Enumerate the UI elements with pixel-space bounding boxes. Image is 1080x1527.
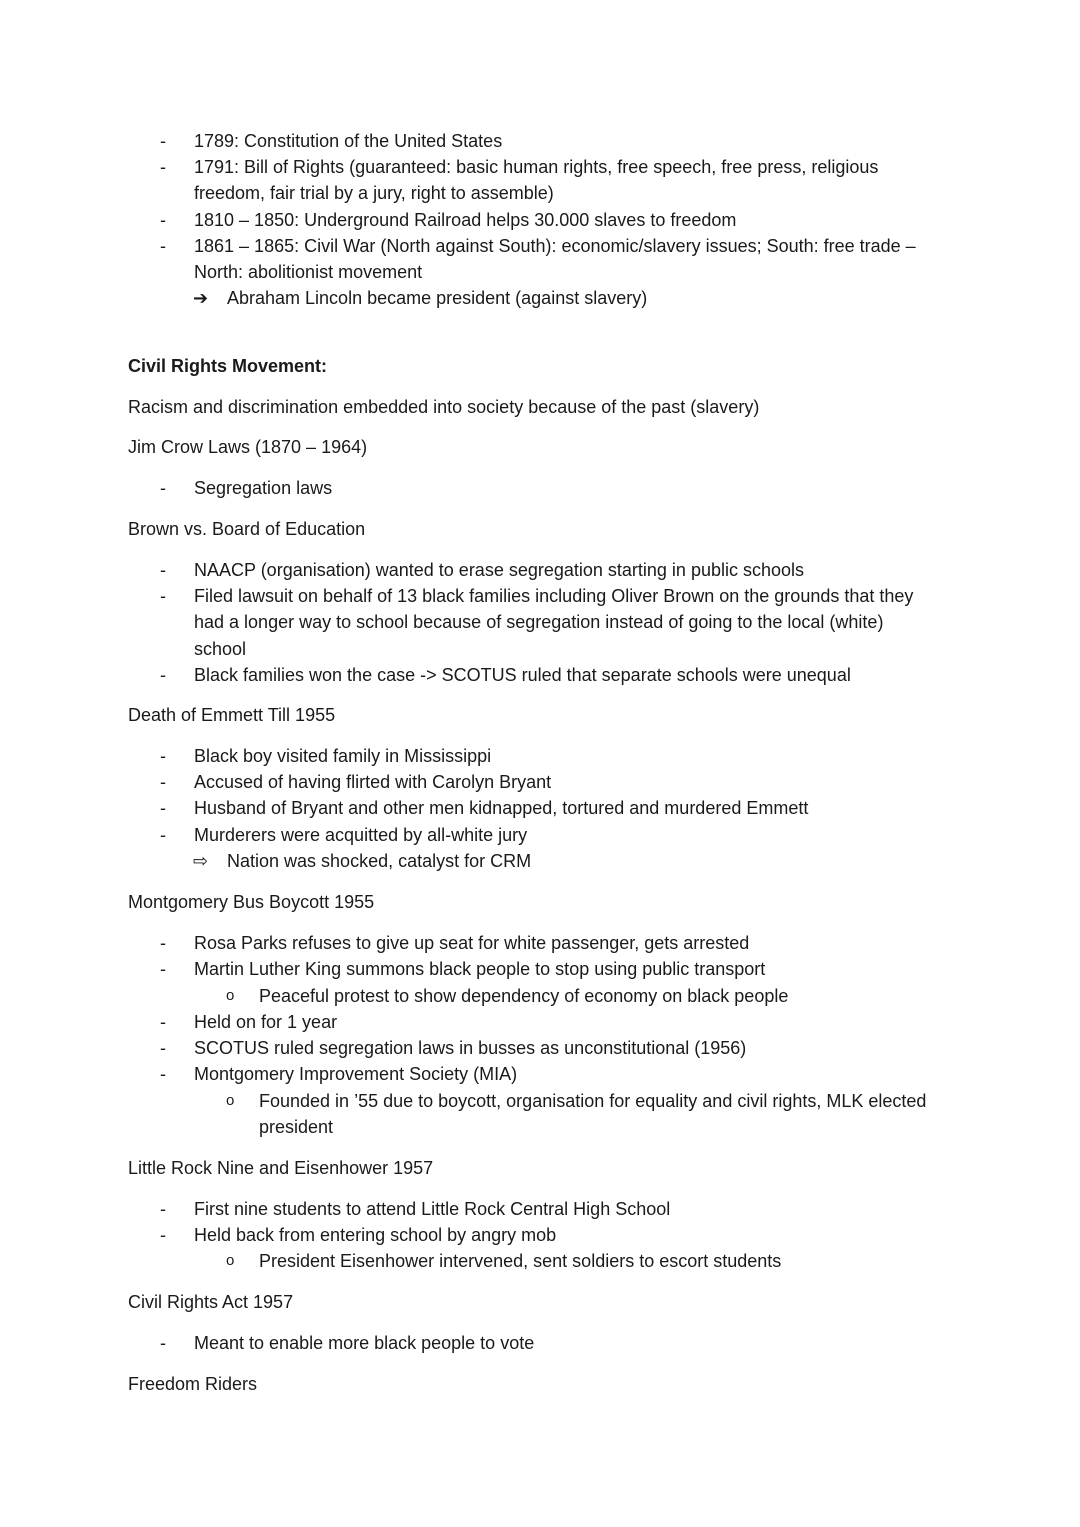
bullet-dash: - (160, 131, 166, 151)
bullet-dash: - (160, 798, 166, 818)
list-item: Black boy visited family in Mississippi (194, 746, 492, 766)
list-item: Murderers were acquitted by all-white jury (194, 825, 528, 845)
hollow-arrow-right-icon: ⇨ (193, 851, 209, 871)
bullet-dash: - (160, 825, 166, 845)
history-item-1861-cont: North: abolitionist movement (194, 262, 423, 282)
list-item-sub: Founded in ’55 due to boycott, organisation for equality and civil rights, MLK elected (259, 1091, 927, 1111)
topic-title-freedom-riders: Freedom Riders (128, 1374, 258, 1394)
list-item: Segregation laws (194, 478, 333, 498)
list-item: Rosa Parks refuses to give up seat for white passenger, gets arrested (194, 933, 750, 953)
bullet-circle: o (226, 1252, 235, 1269)
list-item: Meant to enable more black people to vote (194, 1333, 535, 1353)
list-item-sub: President Eisenhower intervened, sent soldiers to escort students (259, 1251, 782, 1271)
list-item-sub: Peaceful protest to show dependency of economy on black people (259, 986, 789, 1006)
bullet-dash: - (160, 746, 166, 766)
list-item: Held on for 1 year (194, 1012, 338, 1032)
list-item: SCOTUS ruled segregation laws in busses as unconstitutional (1956) (194, 1038, 747, 1058)
bullet-dash: - (160, 478, 166, 498)
bullet-dash: - (160, 586, 166, 606)
bullet-circle: o (226, 987, 235, 1004)
list-item: Montgomery Improvement Society (MIA) (194, 1064, 518, 1084)
bullet-dash: - (160, 1038, 166, 1058)
list-item: Martin Luther King summons black people to stop using public transport (194, 959, 766, 979)
crm-intro: Racism and discrimination embedded into society because of the past (slavery) (128, 397, 760, 417)
bullet-dash: - (160, 210, 166, 230)
list-item-sub: Nation was shocked, catalyst for CRM (227, 851, 532, 871)
topic-title-till: Death of Emmett Till 1955 (128, 705, 336, 725)
list-item-cont: school (194, 639, 247, 659)
topic-title-brown: Brown vs. Board of Education (128, 519, 366, 539)
list-item-sub-cont: president (259, 1117, 334, 1137)
bullet-dash: - (160, 1012, 166, 1032)
topic-title-little-rock: Little Rock Nine and Eisenhower 1957 (128, 1158, 434, 1178)
bullet-dash: - (160, 933, 166, 953)
bullet-dash: - (160, 1225, 166, 1245)
list-item: Accused of having flirted with Carolyn Bryant (194, 772, 552, 792)
list-item: First nine students to attend Little Rock Central High School (194, 1199, 671, 1219)
history-item-lincoln: Abraham Lincoln became president (against slavery) (227, 288, 648, 308)
bullet-dash: - (160, 959, 166, 979)
history-item-1791: 1791: Bill of Rights (guaranteed: basic human rights, free speech, free press, religious (194, 157, 879, 177)
list-item-cont: had a longer way to school because of segregation instead of going to the local (white) (194, 612, 884, 632)
list-item: Husband of Bryant and other men kidnapped, tortured and murdered Emmett (194, 798, 809, 818)
history-item-1791-cont: freedom, fair trial by a jury, right to assemble) (194, 183, 554, 203)
bullet-dash: - (160, 236, 166, 256)
bullet-dash: - (160, 1333, 166, 1353)
bullet-dash: - (160, 157, 166, 177)
list-item: NAACP (organisation) wanted to erase segregation starting in public schools (194, 560, 805, 580)
bullet-dash: - (160, 772, 166, 792)
history-item-1861: 1861 – 1865: Civil War (North against South): economic/slavery issues; South: free trade – (194, 236, 916, 256)
topic-title-civil-rights-act: Civil Rights Act 1957 (128, 1292, 294, 1312)
bullet-dash: - (160, 1064, 166, 1084)
list-item: Filed lawsuit on behalf of 13 black families including Oliver Brown on the grounds that they (194, 586, 914, 606)
list-item: Held back from entering school by angry mob (194, 1225, 557, 1245)
bullet-dash: - (160, 560, 166, 580)
topic-title-montgomery: Montgomery Bus Boycott 1955 (128, 892, 375, 912)
bullet-dash: - (160, 665, 166, 685)
list-item: Black families won the case -> SCOTUS ruled that separate schools were unequal (194, 665, 851, 685)
history-item-1789: 1789: Constitution of the United States (194, 131, 503, 151)
topic-title-jim-crow: Jim Crow Laws (1870 – 1964) (128, 437, 368, 457)
section-heading-crm: Civil Rights Movement: (128, 356, 328, 376)
history-item-1810: 1810 – 1850: Underground Railroad helps 30.000 slaves to freedom (194, 210, 737, 230)
arrow-right-icon: ➔ (193, 288, 209, 308)
bullet-circle: o (226, 1092, 235, 1109)
bullet-dash: - (160, 1199, 166, 1219)
